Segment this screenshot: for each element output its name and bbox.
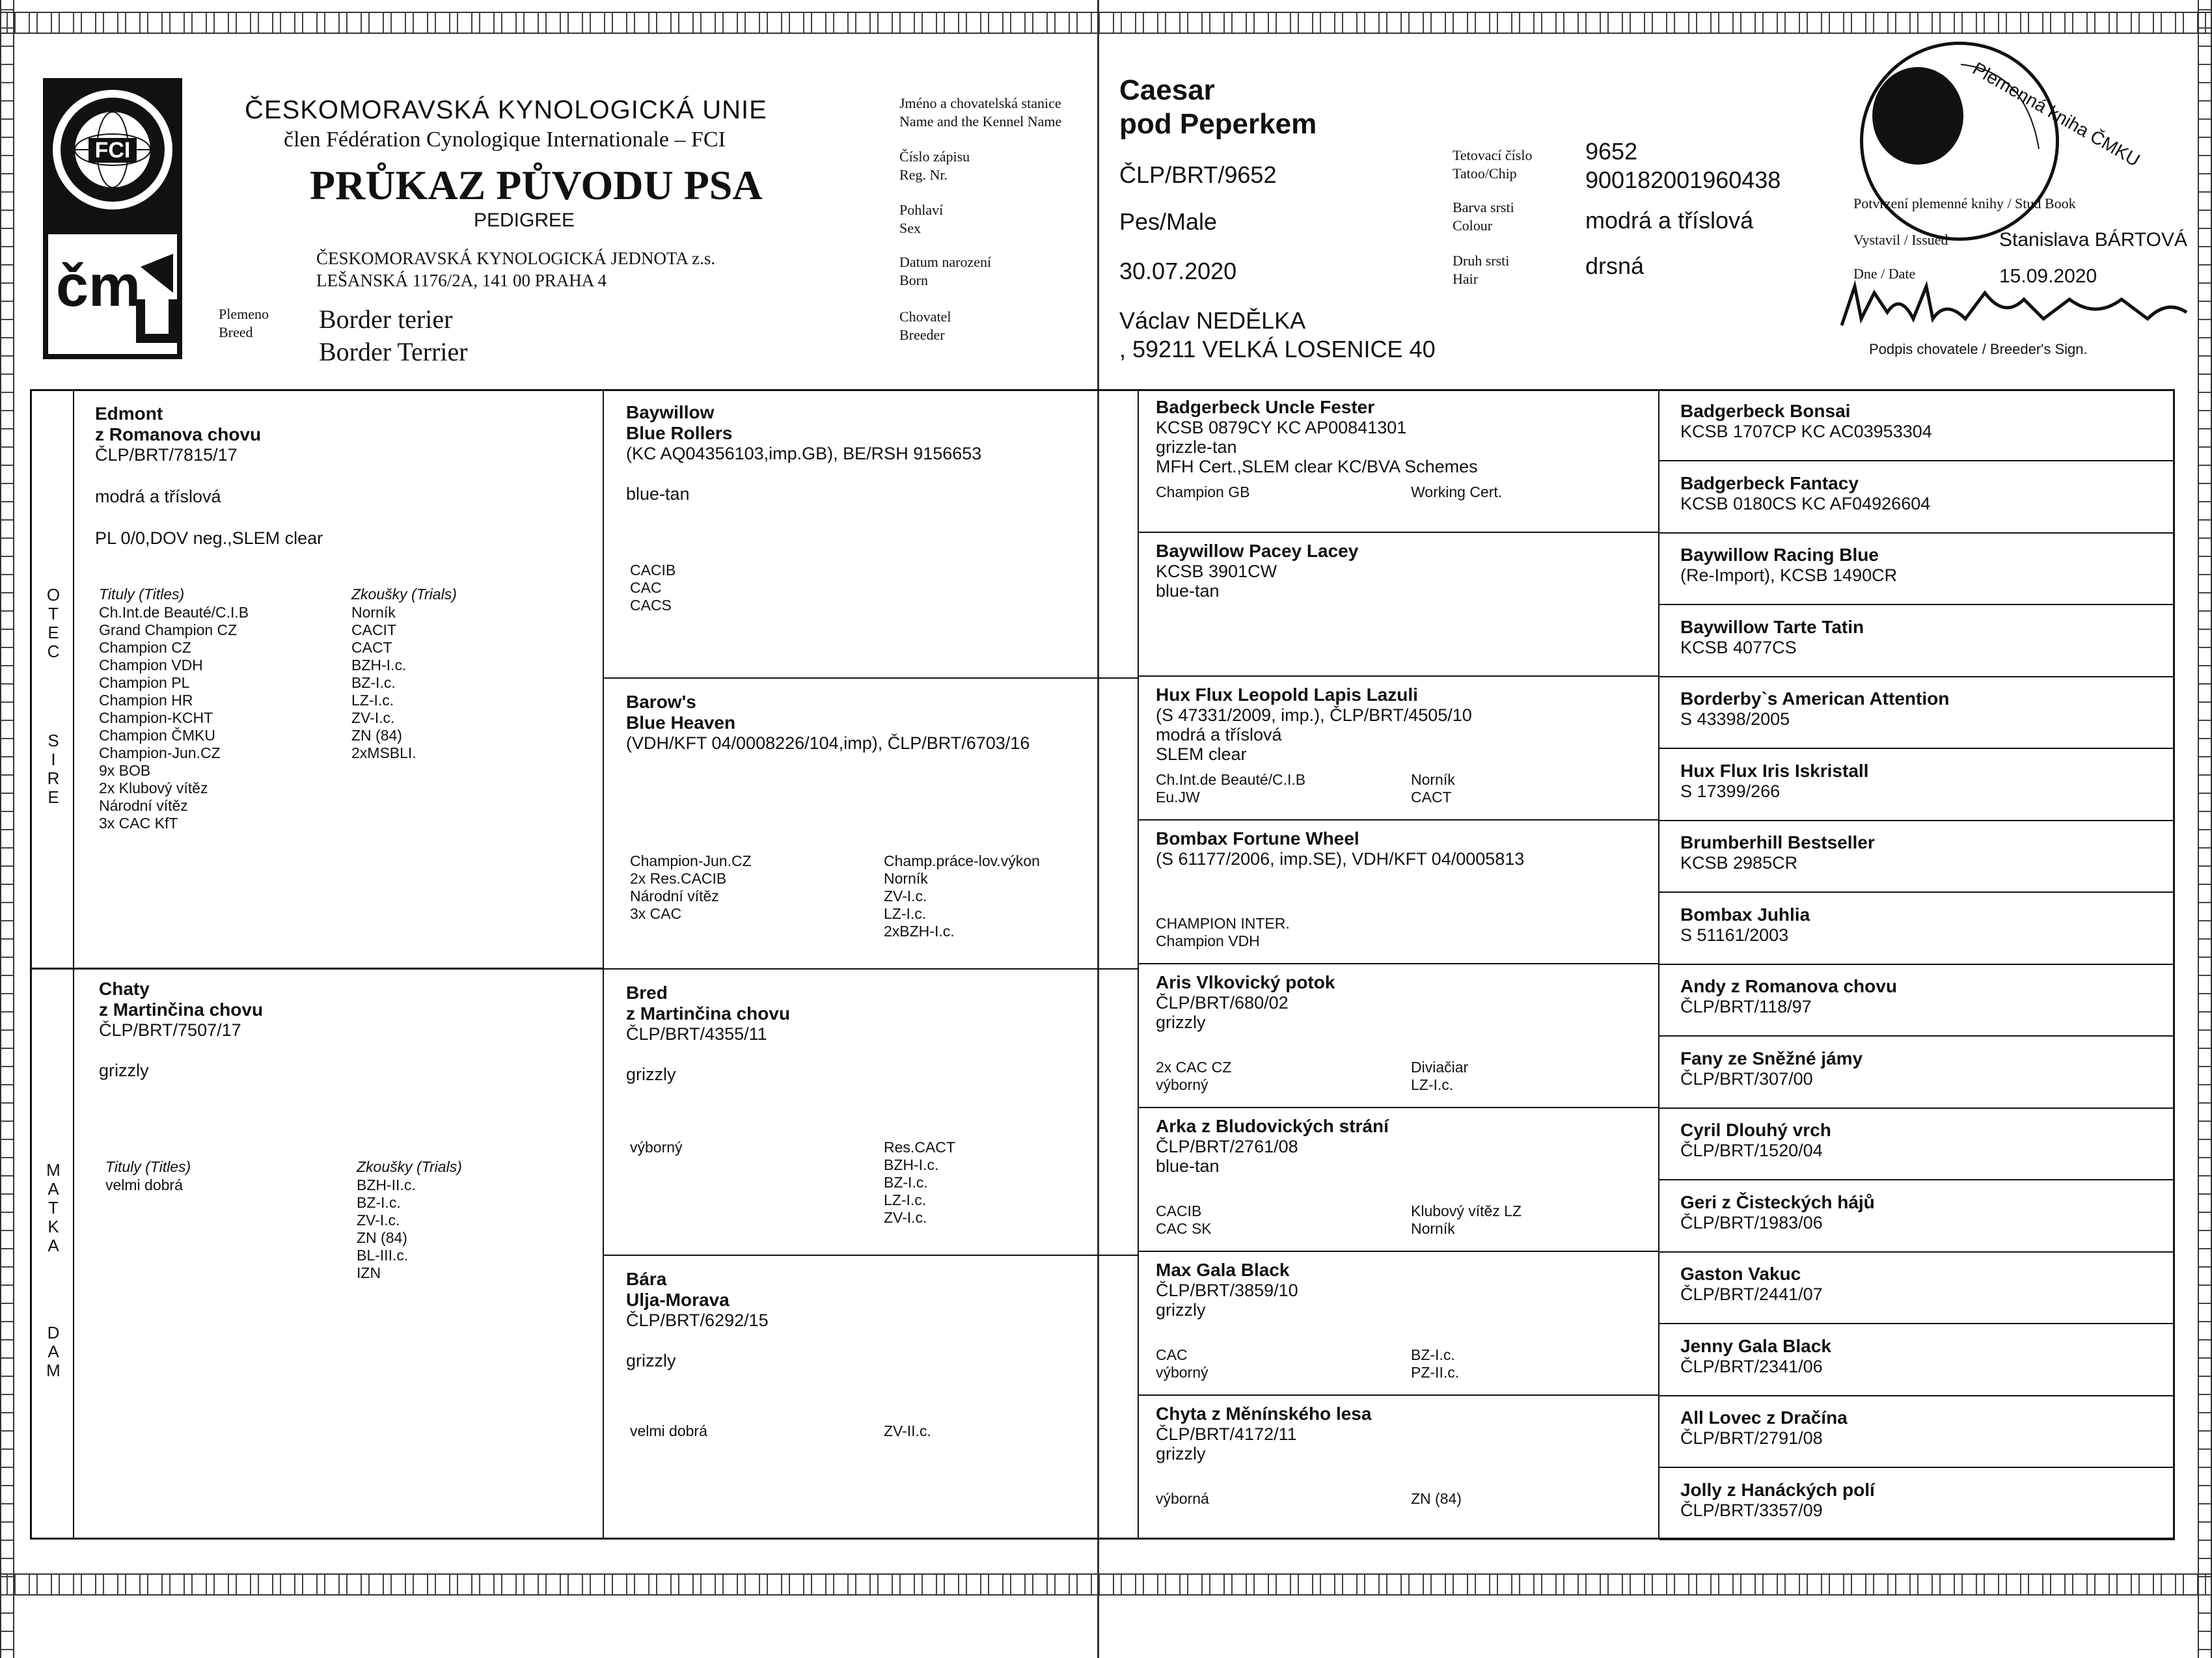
ancestor-reg: S 43398/2005 [1680,709,1790,729]
dam-label-en-letter: A [48,1342,59,1361]
fci-logo-text: FCI [94,138,131,163]
ancestor-trials [1411,1490,1462,1508]
ancestor-trials [1411,771,1455,806]
trial-item: CACT [1411,789,1452,806]
ancestor-name: Baywillow Tarte Tatin [1680,617,1864,637]
title-item: CACS [630,597,672,614]
tatoo-label-en: Tatoo/Chip [1453,165,1517,182]
ancestor-name: Andy z Romanova chovu [1680,976,1897,996]
title-item: CHAMPION INTER. [1156,915,1290,932]
top-border [0,12,2212,34]
list-item: 9x BOB [99,762,151,779]
list-item: BZ-I.c. [351,674,396,691]
trial-item: LZ-I.c. [884,905,927,922]
trial-item: BZ-I.c. [1411,1346,1455,1363]
ancestor-titles [630,1139,683,1156]
club-name: ČESKOMORAVSKÁ KYNOLOGICKÁ JEDNOTA z.s. [316,249,716,268]
ancestor-name: Brumberhill Bestseller [1680,832,1875,852]
ancestor-titles [1156,915,1290,950]
ancestor-name: Badgerbeck Bonsai [1680,401,1851,421]
list-item: ZN (84) [357,1229,407,1246]
ancestor-colour: modrá a tříslová [1156,725,1282,744]
ancestor-trials [1411,1346,1459,1381]
ancestor-colour: grizzly [626,1065,676,1084]
list-item: Grand Champion CZ [99,621,238,638]
club-address: LEŠANSKÁ 1176/2A, 141 00 PRAHA 4 [316,271,607,290]
ancestor-titles [1156,1203,1212,1238]
hair-label-en: Hair [1453,271,1479,287]
sire-label-en-letter: R [47,768,60,788]
list-item: Národní vítěz [99,797,188,814]
ancestor-trials [1411,1203,1522,1238]
gen4-cell [1659,964,2175,1037]
gen4-cell [1659,749,2175,821]
doc-title: PRŮKAZ PŮVODU PSA [310,162,763,208]
list-item: Champion-Jun.CZ [99,744,221,761]
ancestor-reg: ČLP/BRT/1983/06 [1680,1213,1823,1232]
title-item: 2x CAC CZ [1156,1059,1232,1076]
ancestor-reg: (S 47331/2009, imp.), ČLP/BRT/4505/10 [1156,705,1472,725]
ancestor-reg: KCSB 0879CY KC AP00841301 [1156,418,1407,437]
trial-item: 2xBZH-I.c. [884,923,955,940]
breeder-name: Václav NEDĚLKA [1119,307,1306,334]
ancestor-name: Arka z Bludovických strání [1156,1116,1389,1136]
tatoo-label-cz: Tetovací číslo [1453,147,1533,163]
breed-en: Border Terrier [319,337,468,366]
gen3-cell [1139,1108,1659,1252]
name-label-cz: Jméno a chovatelská stanice [899,95,1061,111]
fci-cmku-logo [43,78,182,359]
dog-name-line1: Caesar [1119,74,1215,106]
ancestor-name: Badgerbeck Uncle Fester [1156,397,1375,417]
ancestor-reg: KCSB 0180CS KC AF04926604 [1680,494,1931,513]
breeder-address: , 59211 VELKÁ LOSENICE 40 [1119,336,1436,362]
sire-titles-list [99,604,249,832]
colour-label-cz: Barva srsti [1453,199,1514,215]
ancestor-reg: (VDH/KFT 04/0008226/104,imp), ČLP/BRT/6703/16 [626,733,1030,753]
list-item: 2x Klubový vítěz [99,780,208,796]
dam-label-en-letter: M [46,1361,61,1380]
ancestor-name: Hux Flux Iris Iskristall [1680,761,1869,781]
ancestor-reg: (KC AQ04356103,imp.GB), BE/RSH 9156653 [626,444,982,463]
ancestor-name: Baywillow Pacey Lacey [1156,541,1359,561]
title-item: výborný [630,1139,683,1156]
trial-item: Norník [884,870,928,887]
gen3-cell [1139,964,1659,1108]
ancestor-reg: KCSB 1707CP KC AC03953304 [1680,422,1932,441]
gen3-cell [1139,1252,1659,1396]
stamp-text: Plemenná kniha ČMKU [1969,58,2144,170]
list-item: Champion HR [99,692,193,709]
gen3-cell [1139,533,1659,677]
ancestor-name-2: Ulja-Morava [626,1290,730,1310]
right-border [2198,0,2212,1658]
dam-label-cz-letter: A [48,1236,59,1255]
ancestor-name: Bombax Juhlia [1680,904,1810,925]
title-item: Ch.Int.de Beauté/C.I.B [1156,771,1306,788]
ancestor-colour: grizzle-tan [1156,437,1237,457]
list-item: LZ-I.c. [351,692,394,709]
sire-label-cz-letter: E [48,623,59,642]
trial-item: Norník [1411,771,1455,788]
ancestor-reg: ČLP/BRT/4355/11 [626,1024,767,1044]
gen4-cell [1659,1180,2175,1253]
list-item: Champion CZ [99,639,191,656]
breeder-sign-label: Podpis chovatele / Breeder's Sign. [1869,341,2088,357]
title-item: výborný [1156,1076,1208,1093]
title-item: výborný [1156,1364,1208,1381]
sex-label-cz: Pohlaví [899,202,944,218]
sire-reg: ČLP/BRT/7815/17 [95,445,238,465]
ancestor-name: Baywillow Racing Blue [1680,545,1879,565]
reg-label-en: Reg. Nr. [899,167,948,183]
ancestor-name: Fany ze Sněžné jámy [1680,1048,1863,1068]
trial-item: ZV-II.c. [884,1422,931,1439]
org-name: ČESKOMORAVSKÁ KYNOLOGICKÁ UNIE [245,96,767,124]
ancestor-titles [1156,771,1305,806]
list-item: BZ-I.c. [357,1194,401,1211]
trial-item: Res.CACT [884,1139,955,1156]
list-item: BZH-II.c. [357,1176,416,1193]
title-item: 2x Res.CACIB [630,870,727,887]
sire-trials-head: Zkoušky (Trials) [351,586,457,603]
ancestor-colour: grizzly [1156,1444,1206,1463]
trial-item: BZH-I.c. [884,1156,939,1173]
list-item: 3x CAC KfT [99,815,178,832]
title-item: Champion VDH [1156,932,1260,949]
ancestor-name-2: z Martinčina chovu [626,1003,791,1024]
ancestor-reg: KCSB 3901CW [1156,562,1277,581]
gen4-cell [1659,1396,2175,1468]
ancestor-reg: ČLP/BRT/6292/15 [626,1311,769,1330]
list-item: Champion VDH [99,657,203,673]
dam-name-1: Chaty [99,979,150,999]
trial-item: LZ-I.c. [884,1191,927,1208]
reg-label-cz: Číslo zápisu [899,148,970,165]
list-item: CACT [351,639,392,656]
trial-item: Diviačiar [1411,1059,1469,1076]
ancestor-reg: S 51161/2003 [1680,925,1789,945]
trial-item: Working Cert. [1411,483,1503,500]
breed-cz: Border terier [319,305,453,334]
dog-sex: Pes/Male [1119,208,1218,235]
list-item: ZN (84) [351,727,402,744]
gen4-cell [1659,893,2175,965]
dog-name-line2: pod Peperkem [1119,108,1317,140]
gen2-cell [604,970,1139,1256]
ancestor-reg: ČLP/BRT/3859/10 [1156,1281,1298,1300]
list-item: Norník [351,604,396,621]
list-item: 2xMSBLI. [351,744,416,761]
title-item: CAC SK [1156,1220,1212,1237]
studbook-confirm: Potvrzení plemenné knihy / Stud Book [1853,195,2076,211]
name-label-en: Name and the Kennel Name [899,113,1062,129]
ancestor-reg: ČLP/BRT/3357/09 [1680,1501,1823,1520]
dam-label-cz-letter: M [46,1160,61,1180]
sire-health: PL 0/0,DOV neg.,SLEM clear [95,528,323,548]
title-item: CAC [1156,1346,1188,1363]
ancestor-titles [630,1422,707,1440]
gen4-cell [1659,605,2175,677]
gen3-cell [1139,821,1659,964]
list-item: velmi dobrá [105,1176,183,1193]
ancestor-trials [1411,483,1502,501]
doc-subtitle: PEDIGREE [474,210,575,231]
dam-reg: ČLP/BRT/7507/17 [99,1020,241,1040]
title-item: CACIB [1156,1203,1202,1219]
ancestor-name: Aris Vlkovický potok [1156,972,1335,992]
dog-colour: modrá a tříslová [1585,207,1754,234]
ancestor-reg: ČLP/BRT/118/97 [1680,997,1812,1016]
ancestor-name: Badgerbeck Fantacy [1680,473,1859,493]
ancestor-reg: ČLP/BRT/2791/08 [1680,1428,1823,1448]
ancestor-reg: ČLP/BRT/1520/04 [1680,1141,1823,1160]
ancestor-reg: ČLP/BRT/2441/07 [1680,1284,1823,1304]
gen3-cell [1139,389,1659,533]
ancestor-reg: S 17399/266 [1680,781,1781,801]
ancestor-reg: ČLP/BRT/2341/06 [1680,1357,1823,1376]
ancestor-name: Max Gala Black [1156,1260,1290,1280]
ancestor-trials [884,1139,955,1227]
sire-label-en-letter: I [51,750,56,769]
ancestor-trials [1411,1059,1468,1094]
gen1-sire-cell [73,389,604,970]
sire-name-1: Edmont [95,403,163,424]
trial-item: LZ-I.c. [1411,1076,1454,1093]
ancestor-colour: blue-tan [1156,581,1220,601]
ancestor-colour: grizzly [1156,1012,1206,1032]
dam-label-cz-letter: A [48,1179,59,1199]
gen2-cell [604,389,1139,679]
trial-item: ZN (84) [1411,1490,1462,1507]
ancestor-colour: grizzly [1156,1300,1206,1320]
dam-label-en-letter: D [47,1323,60,1342]
sire-label-cz-letter: T [48,604,59,623]
ancestor-reg: (S 61177/2006, imp.SE), VDH/KFT 04/0005813 [1156,849,1525,869]
issued-date: 15.09.2020 [1999,265,2097,287]
ancestor-titles [1156,1346,1208,1381]
ancestor-name: Hux Flux Leopold Lapis Lazuli [1156,685,1418,705]
title-item: velmi dobrá [630,1422,707,1439]
breeder-signature [1835,273,2200,338]
trial-item: PZ-II.c. [1411,1364,1460,1381]
gen4-cell [1659,1037,2175,1109]
sex-label-en: Sex [899,220,921,236]
title-item: CACIB [630,562,676,578]
dog-reg-no: ČLP/BRT/9652 [1119,161,1277,188]
trial-item: Norník [1411,1220,1455,1237]
gen4-cell [1659,533,2175,605]
org-member: člen Fédération Cynologique Internationale – FCI [284,128,726,152]
trial-item: Champ.práce-lov.výkon [884,852,1040,869]
ancestor-reg: KCSB 4077CS [1680,638,1797,657]
title-item: Champion-Jun.CZ [630,852,752,869]
sire-label-en-letter: S [48,731,59,750]
chip-number: 900182001960438 [1585,167,1781,193]
dog-hair: drsná [1585,252,1645,279]
list-item: IZN [357,1264,381,1281]
issued-label: Vystavil / Issued [1853,232,1948,248]
ancestor-reg: ČLP/BRT/680/02 [1156,993,1289,1012]
ancestor-titles [1156,1059,1231,1094]
list-item: ZV-I.c. [351,709,395,726]
trial-item: ZV-I.c. [884,1209,927,1226]
gen4-cell [1659,1252,2175,1324]
title-item: 3x CAC [630,905,682,922]
list-item: CACIT [351,621,396,638]
born-label-en: Born [899,272,928,288]
bottom-border [0,1573,2212,1596]
gen4-cell [1659,1468,2175,1540]
gen2-cell [604,679,1139,970]
ancestor-titles [1156,1490,1209,1508]
ancestor-name: All Lovec z Dračína [1680,1407,1848,1428]
list-item: Champion ČMKU [99,727,215,744]
ancestor-colour: blue-tan [626,484,690,504]
dam-label-cz-letter: T [48,1198,59,1217]
list-item: BZH-I.c. [351,657,407,673]
ancestor-name: Bombax Fortune Wheel [1156,828,1359,849]
ancestor-reg: ČLP/BRT/2761/08 [1156,1137,1298,1156]
title-item: Národní vítěz [630,888,719,904]
trial-item: ZV-I.c. [884,888,927,904]
ancestor-name: Geri z Čisteckých hájů [1680,1192,1875,1212]
ancestor-name: Gaston Vakuc [1680,1264,1801,1284]
ancestor-extra: SLEM clear [1156,744,1247,764]
breed-label-en: Breed [219,324,253,340]
ancestor-name-1: Bára [626,1269,667,1289]
gen4-cell [1659,461,2175,534]
date-label: Dne / Date [1853,265,1916,282]
title-item: CAC [630,579,662,596]
ancestor-reg: KCSB 2985CR [1680,853,1798,873]
ancestor-name-2: Blue Heaven [626,713,736,733]
dog-born: 30.07.2020 [1119,258,1237,284]
ancestor-trials [884,1422,931,1440]
gen4-cell [1659,821,2175,893]
ancestor-colour: grizzly [626,1351,676,1370]
title-item: Champion GB [1156,483,1250,500]
gen3-cell [1139,677,1659,821]
sire-name-2: z Romanova chovu [95,424,262,444]
ancestor-name: Borderby`s American Attention [1680,688,1950,709]
ancestor-titles [630,562,676,614]
dam-trials-list [357,1176,416,1282]
list-item: BL-III.c. [357,1247,409,1264]
ancestor-name: Cyril Dlouhý vrch [1680,1120,1831,1140]
ancestor-titles [1156,483,1249,501]
ancestor-titles [630,852,752,923]
born-label-cz: Datum narození [899,254,992,270]
gen4-cell [1659,389,2175,461]
sire-label-cz-letter: C [47,642,60,661]
ancestor-colour: blue-tan [1156,1156,1220,1176]
colour-label-en: Colour [1453,217,1493,234]
gen4-cell [1659,1108,2175,1180]
sire-label-en-letter: E [48,787,59,807]
title-item: výborná [1156,1490,1209,1507]
sire-colour: modrá a tříslová [95,487,221,506]
title-item: Eu.JW [1156,789,1200,806]
ancestor-trials [884,852,1040,940]
list-item: Champion PL [99,674,190,691]
dam-label-cz-letter: K [48,1217,59,1236]
gen1-dam-cell [73,970,604,1540]
dam-name-2: z Martinčina chovu [99,999,264,1020]
trial-item: Klubový vítěz LZ [1411,1203,1522,1219]
ancestor-reg: ČLP/BRT/4172/11 [1156,1424,1297,1444]
ancestor-name: Chyta z Měnínského lesa [1156,1404,1372,1424]
gen3-cell [1139,1396,1659,1540]
ancestor-name-2: Blue Rollers [626,423,733,443]
ancestor-name-1: Baywillow [626,402,715,422]
hair-label-cz: Druh srsti [1453,252,1510,269]
ancestor-name-1: Bred [626,983,668,1003]
ancestor-extra: MFH Cert.,SLEM clear KC/BVA Schemes [1156,457,1478,476]
breed-label-cz: Plemeno [219,306,269,322]
dam-titles-head: Tituly (Titles) [105,1158,191,1175]
breeder-label-en: Breeder [899,327,945,343]
sire-label-cz-letter: O [46,585,61,605]
svg-text:čm: čm [56,254,141,319]
dam-colour: grizzly [99,1061,149,1080]
issued-by: Stanislava BÁRTOVÁ [1999,229,2188,251]
ancestor-reg: ČLP/BRT/307/00 [1680,1069,1813,1089]
left-border [0,0,14,1658]
list-item: Ch.Int.de Beauté/C.I.B [99,604,249,621]
dam-trials-head: Zkoušky (Trials) [357,1158,462,1175]
list-item: Champion-KCHT [99,709,213,726]
list-item: ZV-I.c. [357,1212,400,1229]
gen4-cell [1659,677,2175,749]
sire-titles-head: Tituly (Titles) [99,586,185,603]
ancestor-name: Jolly z Hanáckých polí [1680,1480,1875,1500]
ancestor-name: Jenny Gala Black [1680,1336,1831,1356]
trial-item: BZ-I.c. [884,1174,928,1191]
breeder-label-cz: Chovatel [899,308,951,325]
gen2-cell [604,1256,1139,1540]
ancestor-reg: (Re-Import), KCSB 1490CR [1680,565,1898,585]
tatoo-number: 9652 [1585,138,1638,165]
dam-titles-list [105,1176,183,1194]
gen4-cell [1659,1324,2175,1396]
sire-trials-list [351,604,416,762]
ancestor-name-1: Barow's [626,692,696,712]
